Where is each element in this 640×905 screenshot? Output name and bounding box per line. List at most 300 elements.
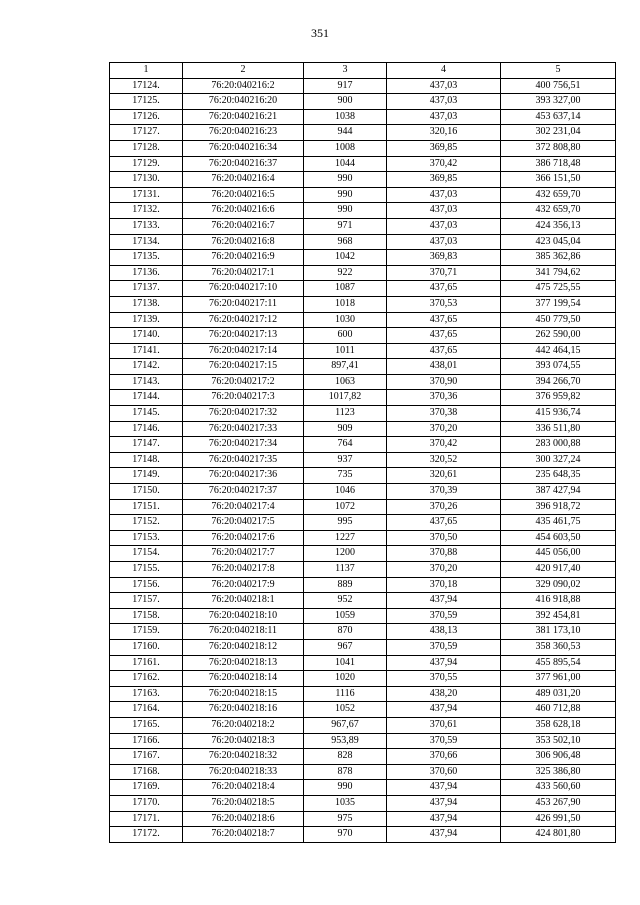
cell-rate: 438,20 <box>387 686 501 702</box>
table-row <box>110 562 616 578</box>
cell-rate: 437,03 <box>387 234 501 250</box>
table-row <box>110 655 616 671</box>
table-row <box>110 749 616 765</box>
cell-number: 17135. <box>110 250 183 266</box>
cell-area: 1072 <box>304 499 387 515</box>
cell-cadastral-number: 76:20:040217:10 <box>183 281 304 297</box>
cell-cadastral-number: 76:20:040218:4 <box>183 780 304 796</box>
table-row <box>110 577 616 593</box>
table-row <box>110 530 616 546</box>
cell-area: 1063 <box>304 374 387 390</box>
cell-value: 353 502,10 <box>501 733 616 749</box>
cell-number: 17134. <box>110 234 183 250</box>
cell-value: 341 794,62 <box>501 265 616 281</box>
cell-number: 17160. <box>110 639 183 655</box>
cell-value: 424 356,13 <box>501 218 616 234</box>
cell-cadastral-number: 76:20:040216:23 <box>183 125 304 141</box>
cell-area: 1052 <box>304 702 387 718</box>
cell-value: 460 712,88 <box>501 702 616 718</box>
column-header: 3 <box>304 63 387 79</box>
cell-cadastral-number: 76:20:040217:37 <box>183 484 304 500</box>
cell-cadastral-number: 76:20:040217:6 <box>183 530 304 546</box>
cell-number: 17137. <box>110 281 183 297</box>
table-row <box>110 312 616 328</box>
table-row <box>110 218 616 234</box>
table-header-row <box>110 63 616 79</box>
cell-number: 17133. <box>110 218 183 234</box>
cell-area: 1227 <box>304 530 387 546</box>
cell-value: 453 267,90 <box>501 795 616 811</box>
table-row <box>110 156 616 172</box>
cell-rate: 437,03 <box>387 94 501 110</box>
cell-area: 600 <box>304 328 387 344</box>
cell-cadastral-number: 76:20:040216:6 <box>183 203 304 219</box>
cell-number: 17162. <box>110 671 183 687</box>
cell-cadastral-number: 76:20:040217:5 <box>183 515 304 531</box>
cell-area: 967 <box>304 639 387 655</box>
cell-rate: 370,88 <box>387 546 501 562</box>
cell-cadastral-number: 76:20:040217:35 <box>183 452 304 468</box>
cell-area: 990 <box>304 187 387 203</box>
table-row <box>110 250 616 266</box>
table-row <box>110 827 616 843</box>
table-row <box>110 390 616 406</box>
cell-number: 17169. <box>110 780 183 796</box>
table-row <box>110 624 616 640</box>
cell-area: 944 <box>304 125 387 141</box>
cell-value: 366 151,50 <box>501 172 616 188</box>
column-header: 1 <box>110 63 183 79</box>
cell-number: 17151. <box>110 499 183 515</box>
table-row <box>110 515 616 531</box>
cell-value: 432 659,70 <box>501 187 616 203</box>
cell-value: 442 464,15 <box>501 343 616 359</box>
table-row <box>110 717 616 733</box>
cell-area: 968 <box>304 234 387 250</box>
cell-area: 1123 <box>304 406 387 422</box>
cell-rate: 370,59 <box>387 733 501 749</box>
cell-cadastral-number: 76:20:040218:7 <box>183 827 304 843</box>
cell-area: 897,41 <box>304 359 387 375</box>
cell-cadastral-number: 76:20:040216:34 <box>183 140 304 156</box>
cell-cadastral-number: 76:20:040218:12 <box>183 639 304 655</box>
cell-cadastral-number: 76:20:040216:8 <box>183 234 304 250</box>
cell-value: 396 918,72 <box>501 499 616 515</box>
cell-area: 1116 <box>304 686 387 702</box>
cell-area: 1200 <box>304 546 387 562</box>
cell-value: 300 327,24 <box>501 452 616 468</box>
cell-value: 400 756,51 <box>501 78 616 94</box>
cell-number: 17163. <box>110 686 183 702</box>
cell-value: 475 725,55 <box>501 281 616 297</box>
cell-rate: 370,55 <box>387 671 501 687</box>
cell-rate: 437,03 <box>387 109 501 125</box>
cell-number: 17138. <box>110 296 183 312</box>
cell-value: 415 936,74 <box>501 406 616 422</box>
cell-cadastral-number: 76:20:040218:13 <box>183 655 304 671</box>
cell-cadastral-number: 76:20:040217:14 <box>183 343 304 359</box>
cell-cadastral-number: 76:20:040217:11 <box>183 296 304 312</box>
cell-value: 329 090,02 <box>501 577 616 593</box>
cell-area: 990 <box>304 203 387 219</box>
cell-value: 416 918,88 <box>501 593 616 609</box>
cell-number: 17158. <box>110 608 183 624</box>
cell-value: 393 074,55 <box>501 359 616 375</box>
cell-area: 1008 <box>304 140 387 156</box>
cell-cadastral-number: 76:20:040218:16 <box>183 702 304 718</box>
cell-rate: 437,65 <box>387 281 501 297</box>
cell-number: 17140. <box>110 328 183 344</box>
table-row <box>110 780 616 796</box>
cell-cadastral-number: 76:20:040218:33 <box>183 764 304 780</box>
cell-value: 387 427,94 <box>501 484 616 500</box>
cell-rate: 437,94 <box>387 655 501 671</box>
table-row <box>110 437 616 453</box>
table-row <box>110 499 616 515</box>
cell-cadastral-number: 76:20:040218:15 <box>183 686 304 702</box>
cell-number: 17125. <box>110 94 183 110</box>
cell-rate: 437,65 <box>387 343 501 359</box>
table-row <box>110 78 616 94</box>
cell-area: 1020 <box>304 671 387 687</box>
cell-number: 17161. <box>110 655 183 671</box>
cell-value: 394 266,70 <box>501 374 616 390</box>
cell-number: 17149. <box>110 468 183 484</box>
cell-rate: 370,66 <box>387 749 501 765</box>
cell-area: 1059 <box>304 608 387 624</box>
cell-value: 433 560,60 <box>501 780 616 796</box>
cell-cadastral-number: 76:20:040216:21 <box>183 109 304 125</box>
cell-rate: 437,94 <box>387 593 501 609</box>
cell-rate: 437,65 <box>387 515 501 531</box>
cell-area: 937 <box>304 452 387 468</box>
cell-area: 917 <box>304 78 387 94</box>
cell-rate: 437,94 <box>387 780 501 796</box>
table-row <box>110 374 616 390</box>
cell-rate: 370,90 <box>387 374 501 390</box>
table-row <box>110 452 616 468</box>
cell-value: 358 628,18 <box>501 717 616 733</box>
table-row <box>110 421 616 437</box>
cell-number: 17130. <box>110 172 183 188</box>
table-row <box>110 234 616 250</box>
cell-rate: 370,53 <box>387 296 501 312</box>
cell-rate: 320,16 <box>387 125 501 141</box>
cell-value: 450 779,50 <box>501 312 616 328</box>
cell-number: 17166. <box>110 733 183 749</box>
cell-number: 17159. <box>110 624 183 640</box>
cell-cadastral-number: 76:20:040217:8 <box>183 562 304 578</box>
cell-rate: 369,83 <box>387 250 501 266</box>
cell-area: 967,67 <box>304 717 387 733</box>
cell-cadastral-number: 76:20:040217:13 <box>183 328 304 344</box>
cell-number: 17124. <box>110 78 183 94</box>
cell-rate: 437,94 <box>387 795 501 811</box>
cell-rate: 370,59 <box>387 639 501 655</box>
cell-area: 971 <box>304 218 387 234</box>
cell-value: 445 056,00 <box>501 546 616 562</box>
cell-rate: 437,65 <box>387 312 501 328</box>
cell-rate: 370,60 <box>387 764 501 780</box>
cell-rate: 370,42 <box>387 437 501 453</box>
cell-value: 283 000,88 <box>501 437 616 453</box>
cell-cadastral-number: 76:20:040218:2 <box>183 717 304 733</box>
table-body <box>110 78 616 842</box>
cell-number: 17143. <box>110 374 183 390</box>
cell-value: 420 917,40 <box>501 562 616 578</box>
cell-number: 17132. <box>110 203 183 219</box>
cell-cadastral-number: 76:20:040217:3 <box>183 390 304 406</box>
cell-number: 17145. <box>110 406 183 422</box>
table-row <box>110 296 616 312</box>
cell-value: 385 362,86 <box>501 250 616 266</box>
cell-rate: 370,36 <box>387 390 501 406</box>
cell-rate: 437,03 <box>387 187 501 203</box>
table-row <box>110 795 616 811</box>
cell-number: 17147. <box>110 437 183 453</box>
table-row <box>110 484 616 500</box>
page-number: 351 <box>311 26 329 40</box>
cell-cadastral-number: 76:20:040216:2 <box>183 78 304 94</box>
cell-area: 1011 <box>304 343 387 359</box>
table-row <box>110 109 616 125</box>
cell-area: 764 <box>304 437 387 453</box>
cell-value: 302 231,04 <box>501 125 616 141</box>
table-row <box>110 343 616 359</box>
cell-cadastral-number: 76:20:040217:12 <box>183 312 304 328</box>
cell-rate: 438,01 <box>387 359 501 375</box>
cell-cadastral-number: 76:20:040217:7 <box>183 546 304 562</box>
cell-number: 17152. <box>110 515 183 531</box>
cell-number: 17156. <box>110 577 183 593</box>
cell-cadastral-number: 76:20:040218:11 <box>183 624 304 640</box>
cell-area: 1046 <box>304 484 387 500</box>
cell-value: 435 461,75 <box>501 515 616 531</box>
table-row <box>110 265 616 281</box>
cell-value: 489 031,20 <box>501 686 616 702</box>
cell-cadastral-number: 76:20:040217:34 <box>183 437 304 453</box>
cell-number: 17154. <box>110 546 183 562</box>
cell-rate: 370,61 <box>387 717 501 733</box>
cell-value: 376 959,82 <box>501 390 616 406</box>
cell-area: 995 <box>304 515 387 531</box>
cell-area: 1137 <box>304 562 387 578</box>
cell-number: 17170. <box>110 795 183 811</box>
cell-number: 17144. <box>110 390 183 406</box>
cell-number: 17127. <box>110 125 183 141</box>
cell-area: 975 <box>304 811 387 827</box>
table-row <box>110 281 616 297</box>
cell-area: 1041 <box>304 655 387 671</box>
cell-rate: 370,18 <box>387 577 501 593</box>
cell-rate: 370,20 <box>387 562 501 578</box>
cell-area: 900 <box>304 94 387 110</box>
cell-number: 17157. <box>110 593 183 609</box>
cell-cadastral-number: 76:20:040218:3 <box>183 733 304 749</box>
cell-value: 358 360,53 <box>501 639 616 655</box>
cell-number: 17146. <box>110 421 183 437</box>
table-row <box>110 187 616 203</box>
table-row <box>110 702 616 718</box>
cell-number: 17136. <box>110 265 183 281</box>
cell-value: 306 906,48 <box>501 749 616 765</box>
cell-area: 1035 <box>304 795 387 811</box>
cell-value: 336 511,80 <box>501 421 616 437</box>
cell-cadastral-number: 76:20:040216:5 <box>183 187 304 203</box>
cell-rate: 437,03 <box>387 218 501 234</box>
cell-rate: 320,52 <box>387 452 501 468</box>
cell-cadastral-number: 76:20:040217:4 <box>183 499 304 515</box>
cell-value: 393 327,00 <box>501 94 616 110</box>
table-row <box>110 172 616 188</box>
column-header: 2 <box>183 63 304 79</box>
cell-cadastral-number: 76:20:040218:14 <box>183 671 304 687</box>
column-header: 4 <box>387 63 501 79</box>
cell-number: 17155. <box>110 562 183 578</box>
cell-number: 17139. <box>110 312 183 328</box>
cell-rate: 437,94 <box>387 811 501 827</box>
cell-value: 386 718,48 <box>501 156 616 172</box>
table-row <box>110 764 616 780</box>
cell-rate: 370,38 <box>387 406 501 422</box>
cell-area: 1087 <box>304 281 387 297</box>
cell-area: 1030 <box>304 312 387 328</box>
cell-rate: 369,85 <box>387 140 501 156</box>
cell-value: 455 895,54 <box>501 655 616 671</box>
table-row <box>110 468 616 484</box>
cell-value: 381 173,10 <box>501 624 616 640</box>
data-table <box>109 62 616 843</box>
cell-rate: 370,71 <box>387 265 501 281</box>
cell-rate: 370,39 <box>387 484 501 500</box>
column-header: 5 <box>501 63 616 79</box>
cell-value: 262 590,00 <box>501 328 616 344</box>
cell-cadastral-number: 76:20:040216:20 <box>183 94 304 110</box>
cell-value: 377 199,54 <box>501 296 616 312</box>
cell-area: 1017,82 <box>304 390 387 406</box>
table-row <box>110 546 616 562</box>
cell-rate: 370,50 <box>387 530 501 546</box>
table-row <box>110 203 616 219</box>
cell-area: 889 <box>304 577 387 593</box>
cell-area: 970 <box>304 827 387 843</box>
cell-number: 17172. <box>110 827 183 843</box>
table-row <box>110 671 616 687</box>
cell-rate: 437,94 <box>387 702 501 718</box>
cell-value: 426 991,50 <box>501 811 616 827</box>
cell-value: 454 603,50 <box>501 530 616 546</box>
table-row <box>110 94 616 110</box>
cell-area: 1018 <box>304 296 387 312</box>
cell-cadastral-number: 76:20:040218:6 <box>183 811 304 827</box>
cell-number: 17142. <box>110 359 183 375</box>
cell-cadastral-number: 76:20:040217:9 <box>183 577 304 593</box>
cell-area: 922 <box>304 265 387 281</box>
table-row <box>110 811 616 827</box>
cell-value: 372 808,80 <box>501 140 616 156</box>
cell-area: 870 <box>304 624 387 640</box>
cell-cadastral-number: 76:20:040216:37 <box>183 156 304 172</box>
cell-cadastral-number: 76:20:040217:32 <box>183 406 304 422</box>
cell-rate: 437,03 <box>387 78 501 94</box>
cell-number: 17126. <box>110 109 183 125</box>
table-row <box>110 733 616 749</box>
cell-area: 1042 <box>304 250 387 266</box>
cell-value: 325 386,80 <box>501 764 616 780</box>
cell-value: 392 454,81 <box>501 608 616 624</box>
cell-cadastral-number: 76:20:040217:1 <box>183 265 304 281</box>
table-row <box>110 125 616 141</box>
cell-rate: 438,13 <box>387 624 501 640</box>
cell-rate: 370,59 <box>387 608 501 624</box>
cell-area: 952 <box>304 593 387 609</box>
cell-area: 828 <box>304 749 387 765</box>
cell-cadastral-number: 76:20:040218:10 <box>183 608 304 624</box>
cell-area: 953,89 <box>304 733 387 749</box>
cell-rate: 437,03 <box>387 203 501 219</box>
cell-area: 909 <box>304 421 387 437</box>
cell-rate: 369,85 <box>387 172 501 188</box>
table-row <box>110 593 616 609</box>
cell-number: 17131. <box>110 187 183 203</box>
cell-cadastral-number: 76:20:040216:9 <box>183 250 304 266</box>
cell-number: 17171. <box>110 811 183 827</box>
table-row <box>110 639 616 655</box>
cell-number: 17153. <box>110 530 183 546</box>
cell-number: 17148. <box>110 452 183 468</box>
cell-cadastral-number: 76:20:040217:36 <box>183 468 304 484</box>
cell-cadastral-number: 76:20:040218:32 <box>183 749 304 765</box>
cell-area: 1038 <box>304 109 387 125</box>
table-row <box>110 140 616 156</box>
cell-rate: 370,42 <box>387 156 501 172</box>
cell-cadastral-number: 76:20:040217:2 <box>183 374 304 390</box>
cell-cadastral-number: 76:20:040217:15 <box>183 359 304 375</box>
cell-number: 17168. <box>110 764 183 780</box>
cell-rate: 437,65 <box>387 328 501 344</box>
cell-number: 17164. <box>110 702 183 718</box>
cell-value: 424 801,80 <box>501 827 616 843</box>
cell-value: 377 961,00 <box>501 671 616 687</box>
cell-number: 17128. <box>110 140 183 156</box>
cell-area: 878 <box>304 764 387 780</box>
cell-number: 17165. <box>110 717 183 733</box>
cell-area: 735 <box>304 468 387 484</box>
cell-number: 17150. <box>110 484 183 500</box>
table-row <box>110 359 616 375</box>
table-row <box>110 406 616 422</box>
cell-cadastral-number: 76:20:040216:4 <box>183 172 304 188</box>
cell-cadastral-number: 76:20:040216:7 <box>183 218 304 234</box>
cell-area: 990 <box>304 780 387 796</box>
cell-rate: 370,26 <box>387 499 501 515</box>
table-row <box>110 686 616 702</box>
cell-value: 432 659,70 <box>501 203 616 219</box>
cell-number: 17129. <box>110 156 183 172</box>
cell-rate: 370,20 <box>387 421 501 437</box>
cell-area: 990 <box>304 172 387 188</box>
cell-value: 423 045,04 <box>501 234 616 250</box>
cell-number: 17141. <box>110 343 183 359</box>
cell-cadastral-number: 76:20:040218:5 <box>183 795 304 811</box>
cell-cadastral-number: 76:20:040217:33 <box>183 421 304 437</box>
cell-cadastral-number: 76:20:040218:1 <box>183 593 304 609</box>
table-row <box>110 328 616 344</box>
cell-rate: 437,94 <box>387 827 501 843</box>
cell-number: 17167. <box>110 749 183 765</box>
cell-rate: 320,61 <box>387 468 501 484</box>
cell-value: 453 637,14 <box>501 109 616 125</box>
